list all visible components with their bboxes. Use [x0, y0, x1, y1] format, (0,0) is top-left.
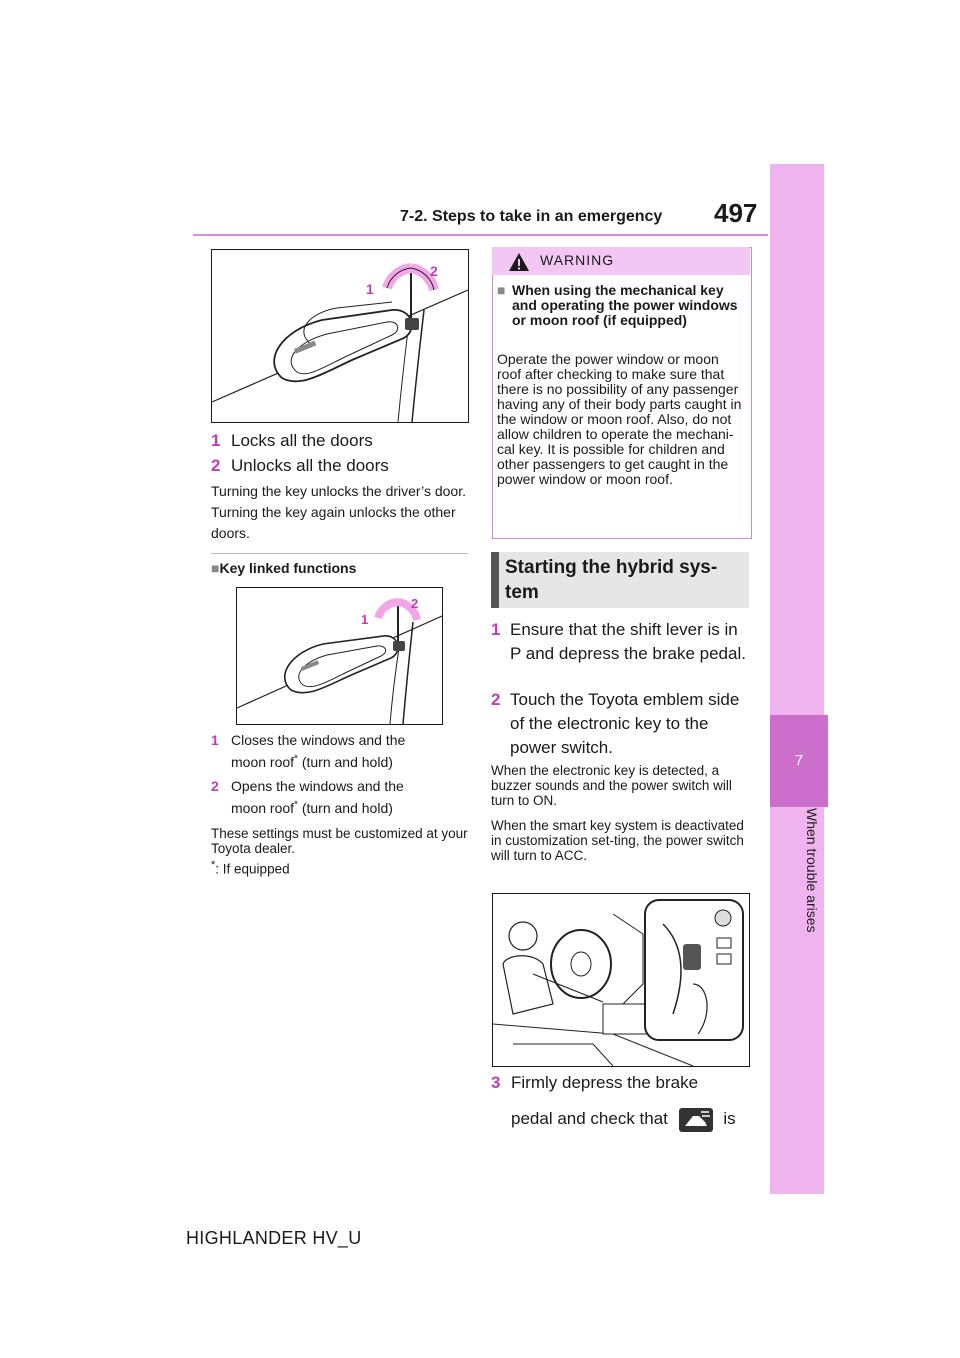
power-switch-figure	[492, 893, 750, 1067]
door-unlock-note: Turning the key unlocks the driver’s door. Turning the key again unlocks the other doors.	[211, 483, 466, 541]
warning-subhead-text: When using the mechanical key and operating the power windows or moon roof (if equipped)	[512, 282, 738, 328]
figure2-callout-1: 1	[361, 612, 369, 627]
footnote-text: : If equipped	[215, 861, 290, 877]
start-step-3	[491, 1070, 749, 1095]
warning-body: Operate the power window or moon roof after checking to make sure that there is no possibility of any passenger having any of their body parts caught in the window or moon roof. Also, do not allow children to operate the mechani-cal key. It is possible for children and other passengers to get caught in the power window or moon roof.	[497, 351, 742, 487]
chapter-side-tab	[770, 164, 824, 1194]
item-text-a: Opens the windows and the	[231, 778, 404, 794]
item-footnote-mark: *	[294, 753, 298, 765]
door-handle-key-illustration	[212, 250, 468, 422]
door-handle-key-figure	[211, 249, 469, 423]
header-rule	[193, 234, 768, 236]
key-linked-figure	[236, 587, 443, 725]
figure2-callout-2: 2	[411, 596, 419, 611]
warning-subhead	[497, 283, 745, 328]
warning-triangle-icon	[508, 252, 530, 277]
step-text: Touch the Toyota emblem side of the electronic key to the power switch.	[510, 690, 740, 757]
step-number: 2	[211, 456, 221, 475]
step-text-line1: Firmly depress the brake	[511, 1073, 699, 1092]
lock-step-1	[211, 428, 373, 453]
section-header-bar	[491, 552, 499, 608]
step-number: 1	[491, 620, 501, 639]
warning-bullet: ■	[497, 282, 506, 298]
item-text-b: moon roof	[231, 754, 295, 770]
heading-text: Key linked functions	[219, 560, 357, 576]
key-linked-illustration	[237, 588, 442, 724]
warning-label: WARNING	[540, 252, 615, 268]
warning-header	[492, 247, 750, 275]
hybrid-ready-indicator-icon	[679, 1108, 713, 1132]
step-text: Unlocks all the doors	[231, 456, 389, 475]
key-linked-item-1	[211, 731, 469, 775]
footnote-mark: *	[211, 859, 216, 871]
footer-model: HIGHLANDER HV_U	[186, 1228, 362, 1248]
item-text-c: (turn and hold)	[297, 800, 393, 816]
step-text: Locks all the doors	[231, 431, 373, 450]
step-number: 3	[491, 1073, 501, 1092]
start-step-3-line2	[511, 1106, 751, 1132]
lock-step-2	[211, 453, 389, 478]
chapter-number-tab: 7	[770, 715, 828, 807]
chapter-label: When trouble arises	[804, 808, 820, 933]
step-text-line2a: pedal and check that	[511, 1109, 668, 1128]
key-linked-item-2	[211, 777, 469, 821]
smart-key-note: When the smart key system is deactivated in customization set-ting, the power switch will turn to ACC.	[491, 818, 744, 863]
heading-bullet: ■	[211, 560, 220, 576]
section-divider	[211, 553, 468, 554]
key-detected-note: When the electronic key is detected, a buzzer sounds and the power switch will turn to ON.	[491, 763, 732, 808]
step-text: Ensure that the shift lever is in P and depress the brake pedal.	[510, 620, 746, 663]
item-text-b: moon roof	[231, 800, 295, 816]
header-section-title: 7-2. Steps to take in an emergency	[400, 208, 663, 225]
start-step-1	[491, 618, 749, 666]
customization-note: These settings must be customized at your Toyota dealer.	[211, 826, 468, 856]
power-switch-illustration	[493, 894, 749, 1066]
key-linked-heading	[211, 560, 356, 576]
step-text-line2b: is	[723, 1109, 736, 1128]
item-number: 2	[211, 778, 219, 794]
page-number: 497	[714, 198, 758, 228]
item-footnote-mark: *	[294, 799, 298, 811]
start-step-2	[491, 688, 749, 760]
figure1-callout-2: 2	[430, 263, 438, 279]
step-number: 2	[491, 690, 501, 709]
section-title: Starting the hybrid sys-tem	[505, 557, 718, 603]
item-text-c: (turn and hold)	[297, 754, 393, 770]
step-number: 1	[211, 431, 221, 450]
item-text-a: Closes the windows and the	[231, 732, 406, 748]
item-number: 1	[211, 732, 219, 748]
footnote	[211, 858, 471, 877]
figure1-callout-1: 1	[366, 281, 374, 297]
